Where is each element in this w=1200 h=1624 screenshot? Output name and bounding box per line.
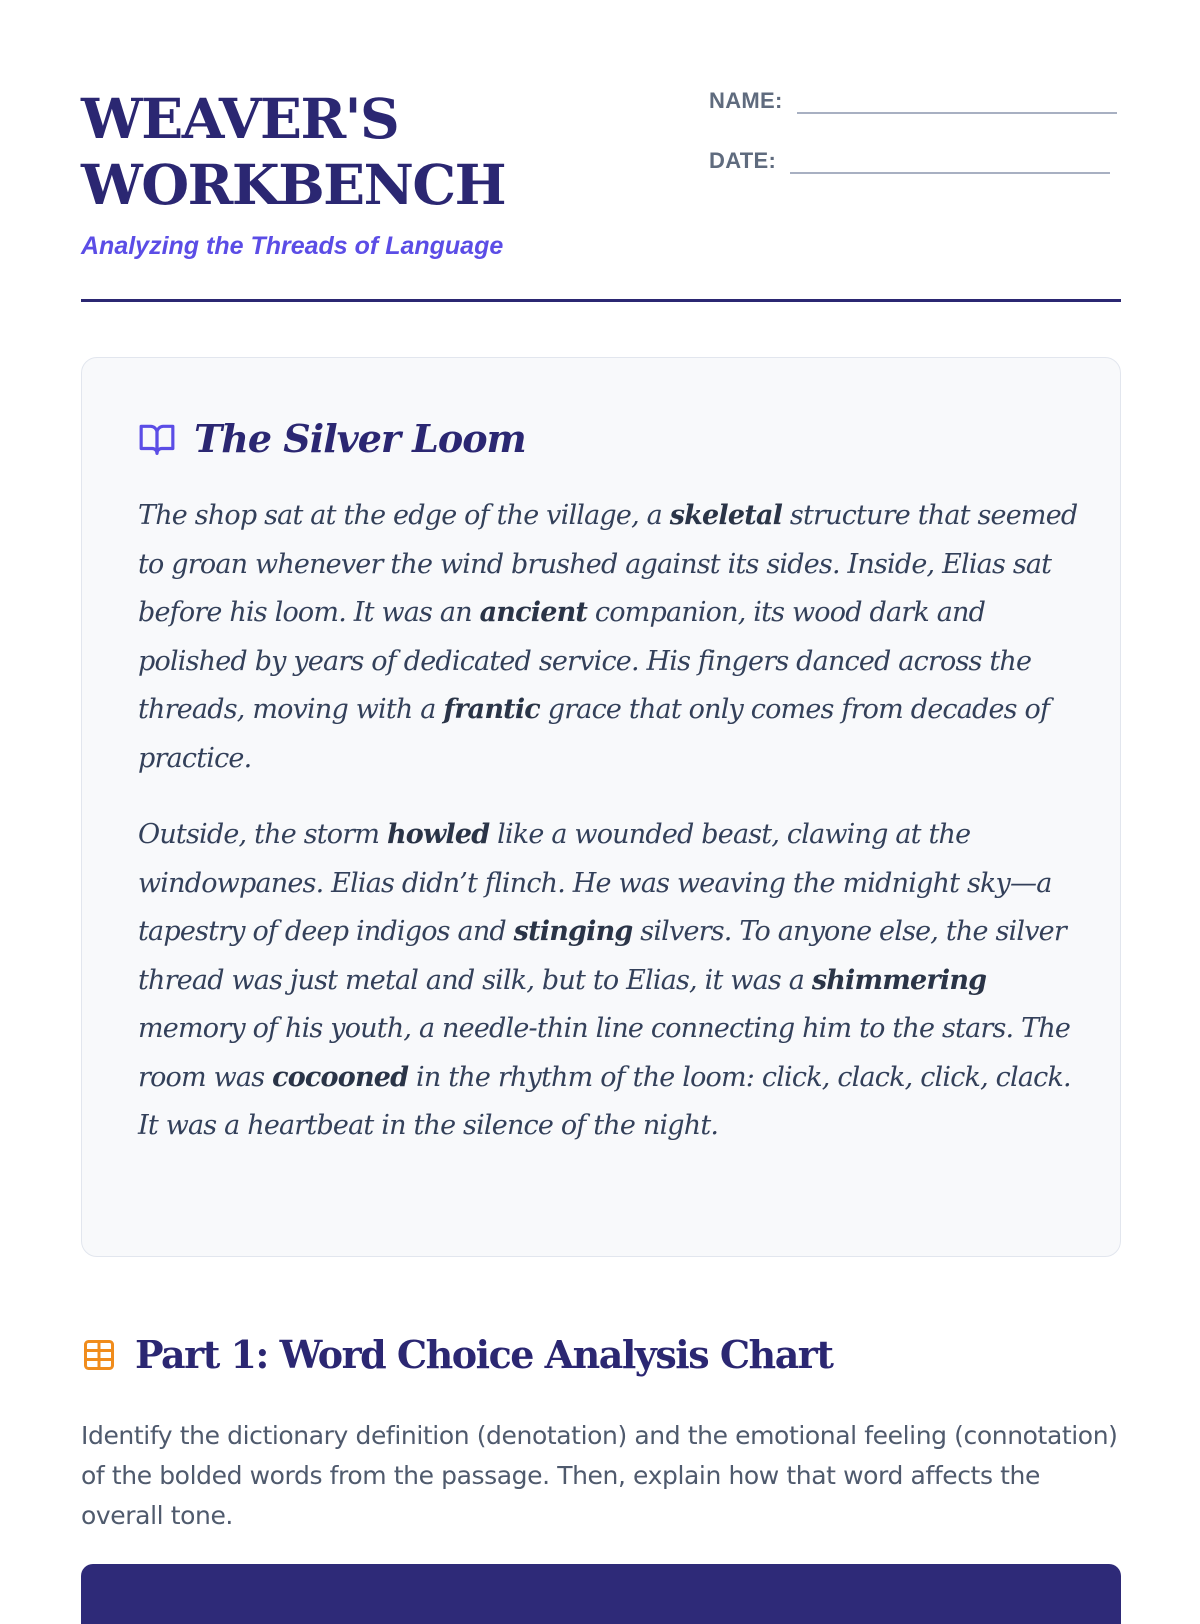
vocab-word: stinging [513, 916, 633, 947]
part1-title: Part 1: Word Choice Analysis Chart [135, 1332, 833, 1377]
story-text: The shop sat at the edge of the village, a [138, 500, 670, 531]
worksheet-page [81, 0, 1121, 1530]
worksheet-title-line2: WORKBENCH [81, 152, 506, 217]
worksheet-subtitle: Analyzing the Threads of Language [81, 232, 504, 260]
book-open-icon [138, 420, 176, 458]
story-paragraph [138, 492, 1078, 783]
story-paragraph [138, 811, 1078, 1151]
story-card [81, 357, 1121, 1257]
title-block [81, 86, 505, 261]
name-label: NAME: [709, 88, 783, 113]
analysis-table-header [81, 1564, 1121, 1624]
vocab-word: skeletal [669, 500, 783, 531]
story-text: Outside, the storm [138, 819, 387, 850]
table-icon [81, 1337, 117, 1373]
part1-heading [81, 1332, 832, 1377]
vocab-word: cocooned [272, 1061, 409, 1093]
story-text: in the rhythm of the loom: click, clack, click, clack. It was a heartbeat in the silence of the night. [138, 1061, 1071, 1141]
date-blank-line[interactable] [790, 146, 1110, 174]
worksheet-title-line1: WEAVER'S [81, 86, 399, 151]
date-label: DATE: [709, 148, 777, 173]
story-text: memory of his youth, a needle-thin line connecting him to the stars. The room was [138, 1013, 1071, 1093]
story-text: like a wounded beast, clawing at the windowpanes. Elias didn’t flinch. He was weaving the midnight sky—a tapestry of deep indigos and [138, 819, 1052, 947]
name-blank-line[interactable] [797, 86, 1117, 114]
vocab-word: howled [386, 819, 490, 850]
worksheet-header [81, 0, 1121, 302]
date-field [709, 146, 1110, 174]
story-text: grace that only comes from decades of practice. [138, 694, 1050, 774]
story-title: The Silver Loom [194, 416, 526, 461]
story-body [138, 492, 1078, 1179]
vocab-word: shimmering [811, 964, 987, 996]
story-text: companion, its wood dark and polished by years of dedicated service. His fingers danced across the threads, moving with a [138, 597, 1032, 725]
name-field [709, 86, 1117, 114]
story-text: silvers. To anyone else, the silver thread was just metal and silk, but to Elias, it was a [138, 916, 1066, 996]
vocab-word: ancient [479, 597, 588, 628]
part1-instructions: Identify the dictionary definition (denotation) and the emotional feeling (connotation) of the bolded words from the passage. Then, explain how that word affects the overall tone. [81, 1421, 1118, 1530]
story-heading [138, 416, 526, 461]
vocab-word: frantic [443, 694, 540, 725]
story-text: structure that seemed to groan whenever the wind brushed against its sides. Inside, Elias sat before his loom. It was an [138, 500, 1078, 628]
